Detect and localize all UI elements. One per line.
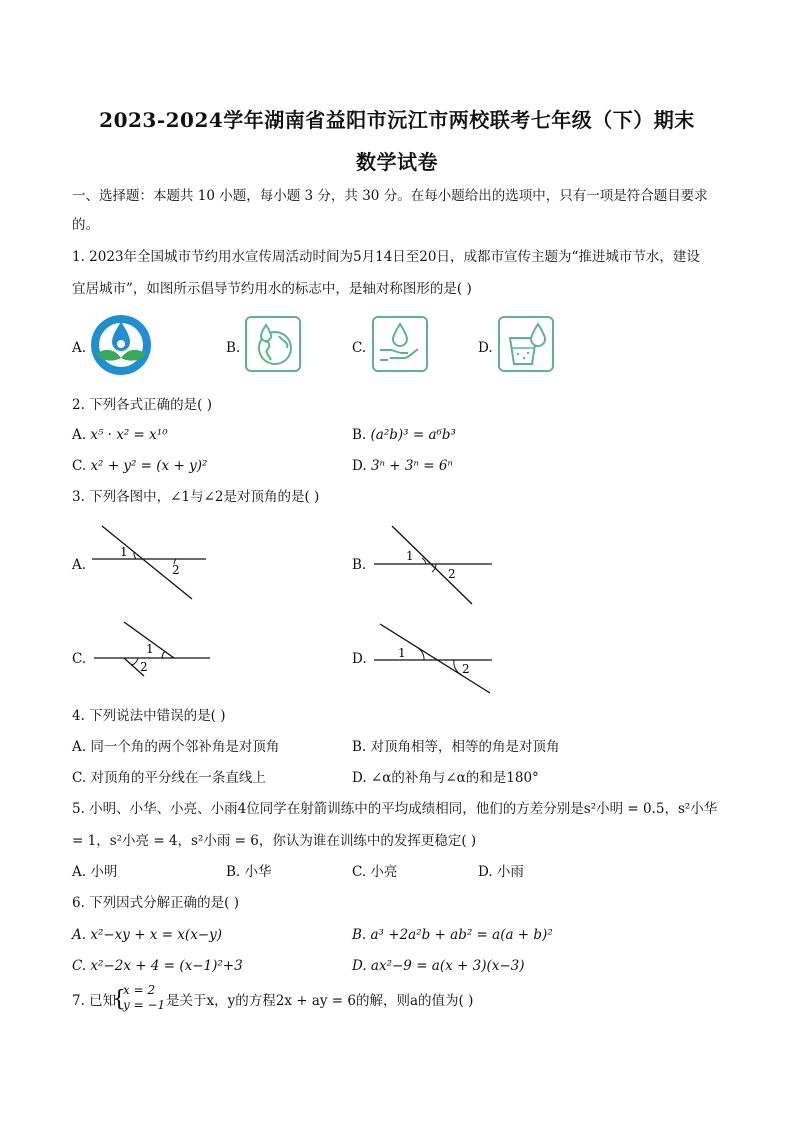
- q1-stem-cont: 宜居城市”，如图所示倡导节约用水的标志中，是轴对称图形的是( ): [72, 281, 472, 297]
- globe-drop-icon: [245, 316, 301, 372]
- q2-stem: 2. 下列各式正确的是( ): [72, 397, 212, 413]
- q6-option-c: C. x²−2x + 4 = (x−1)²+3: [72, 958, 243, 974]
- q1-label-a: A.: [72, 340, 87, 356]
- q3-label-c: C.: [72, 651, 87, 667]
- q5-option-c: C. 小亮: [352, 864, 398, 880]
- q1-label-b: B.: [226, 340, 241, 356]
- q6-option-b: B. a³ +2a²b + ab² = a(a + b)²: [352, 927, 553, 943]
- q7-stem-prefix: 7. 已知: [72, 993, 117, 1009]
- q4-option-d: D. ∠α的补角与∠α的和是180°: [352, 770, 539, 786]
- exam-title-line2: 数学试卷: [356, 150, 438, 174]
- q7-system-brace: {: [112, 987, 126, 1012]
- water-drop-leaves-logo-icon: [90, 314, 152, 376]
- q1-label-c: C.: [352, 340, 367, 356]
- q3-a-angle1: 1: [120, 545, 128, 559]
- q3-figure-a: [88, 522, 218, 602]
- q3-label-b: B.: [352, 557, 367, 573]
- q3-d-angle1: 1: [398, 646, 406, 660]
- q7-system-eq1: x = 2: [123, 983, 156, 997]
- q3-b-angle1: 1: [406, 549, 414, 563]
- q3-figure-c: [90, 618, 214, 680]
- q2-option-a: A. x⁵ · x² = x¹⁰: [72, 427, 168, 443]
- q3-figure-d: [372, 620, 496, 696]
- q3-c-angle1: 1: [146, 642, 154, 656]
- q4-stem: 4. 下列说法中错误的是( ): [72, 708, 226, 724]
- q5-stem: 5. 小明、小华、小亮、小雨4位同学在射箭训练中的平均成绩相同，他们的方差分别是s²小明 = 0.5，s²小华: [72, 801, 718, 817]
- q5-option-a: A. 小明: [72, 864, 118, 880]
- section-instructions: 一、选择题：本题共 10 小题，每小题 3 分，共 30 分。在每小题给出的选项中，只有一项是符合题目要求: [72, 188, 708, 204]
- q6-stem: 6. 下列因式分解正确的是( ): [72, 895, 239, 911]
- q3-stem: 3. 下列各图中，∠1与∠2是对顶角的是( ): [72, 489, 320, 505]
- glass-drop-icon: [498, 316, 554, 372]
- exam-title-line1: 2023-2024学年湖南省益阳市沅江市两校联考七年级（下）期末: [99, 108, 695, 132]
- q4-option-b: B. 对顶角相等，相等的角是对顶角: [352, 739, 560, 755]
- q1-stem: 1. 2023年全国城市节约用水宣传周活动时间为5月14日至20日，成都市宣传主题为“推进城市节水，建设: [72, 249, 700, 265]
- q1-label-d: D.: [478, 340, 493, 356]
- section-instructions-cont: 的。: [72, 217, 99, 233]
- q3-a-angle2: 2: [172, 563, 180, 577]
- q4-option-c: C. 对顶角的平分线在一条直线上: [72, 770, 266, 786]
- q3-label-a: A.: [72, 557, 87, 573]
- q2-option-b: B. (a²b)³ = a⁶b³: [352, 427, 456, 443]
- q7-system-eq2: y = −1: [123, 998, 166, 1012]
- q6-option-a: A. x²−xy + x = x(x−y): [72, 927, 223, 943]
- q4-option-a: A. 同一个角的两个邻补角是对顶角: [72, 739, 280, 755]
- q3-b-angle2: 2: [448, 567, 456, 581]
- q2-option-d: D. 3ⁿ + 3ⁿ = 6ⁿ: [352, 458, 453, 474]
- q5-option-d: D. 小雨: [478, 864, 524, 880]
- q6-option-d: D. ax²−9 = a(x + 3)(x−3): [352, 958, 525, 974]
- hand-drop-icon: [372, 316, 428, 372]
- q5-stem-cont: = 1，s²小亮 = 4，s²小雨 = 6，你认为谁在训练中的发挥更稳定( ): [72, 833, 477, 849]
- q3-label-d: D.: [352, 651, 367, 667]
- q3-d-angle2: 2: [462, 662, 470, 676]
- q2-option-c: C. x² + y² = (x + y)²: [72, 458, 208, 474]
- q3-figure-b: [370, 522, 500, 606]
- q7-stem-suffix: 是关于x，y的方程2x + ay = 6的解，则a的值为( ): [166, 993, 474, 1009]
- q3-c-angle2: 2: [140, 660, 148, 674]
- q5-option-b: B. 小华: [226, 864, 272, 880]
